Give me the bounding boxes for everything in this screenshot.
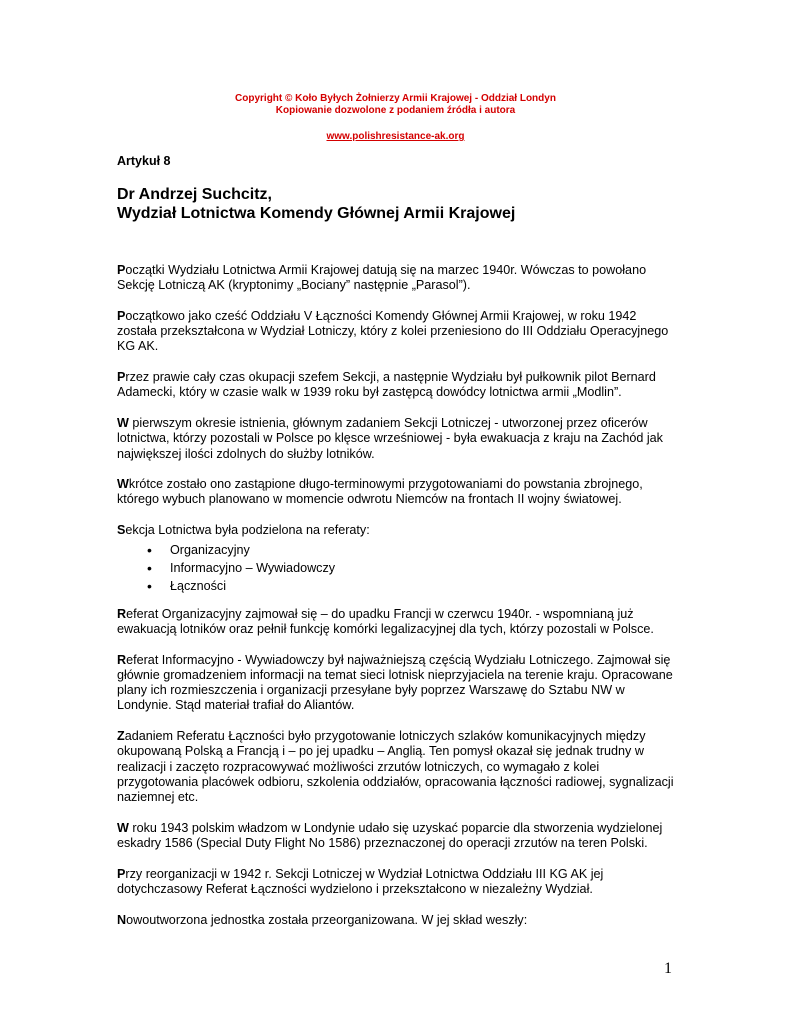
paragraph bbox=[117, 309, 677, 355]
paragraph-text: rzez prawie cały czas okupacji szefem Sekcji, a następnie Wydziału był pułkownik pilot Bernard Adamecki, który w czasie walk w 1939 roku był zastępcą dowódcy lotnictwa armii „Modlin”. bbox=[117, 370, 656, 400]
paragraph-initial: S bbox=[117, 523, 126, 538]
paragraph bbox=[117, 729, 677, 805]
paragraph-text: eferat Informacyjno - Wywiadowczy był najważniejszą częścią Wydziału Lotniczego. Zajmował się głównie gromadzeniem informacji na temat sieci lotnisk nieprzyjaciela na terenie kraju. Opracowane plany ich rozmieszczenia i organizacji przesyłane były poprzez Warszawę do Sztabu NW w Londynie. Stąd materiał trafiał do Aliantów. bbox=[117, 652, 673, 713]
paragraph-text: rzy reorganizacji w 1942 r. Sekcji Lotniczej w Wydział Lotnictwa Oddziału III KG AK jej dotychczasowy Referat Łączności wydzielono i przekształcono w niezależny Wydział. bbox=[117, 866, 604, 896]
list-item: • Łączności bbox=[147, 577, 677, 595]
paragraph-initial: P bbox=[117, 866, 126, 881]
paragraph bbox=[117, 607, 677, 638]
referat-list bbox=[117, 541, 677, 595]
paragraph-text: krótce zostało ono zastąpione długo-terminowymi przygotowaniami do powstania zbrojnego, którego wybuch planowano w momencie odwrotu Niemców na frontach II wojny światowej. bbox=[117, 477, 643, 507]
paragraph-text: ekcja Lotnictwa była podzielona na referaty: bbox=[125, 523, 370, 538]
article-body bbox=[117, 263, 677, 943]
paragraph-initial: P bbox=[117, 370, 126, 385]
title-author: Dr Andrzej Suchcitz, bbox=[117, 186, 272, 203]
paragraph-text: adaniem Referatu Łączności było przygotowanie lotniczych szlaków komunikacyjnych między okupowaną Polską a Francją i – po jej upadku – Anglią. Ten pomysł okazał się jednak trudny w realizacji i zaczęto rozpracowywać możliwości zrzutów lotniczych, co wymagało z kolei przygotowania placówek odbioru, szkolenia oddziałów, opracowania łączności radiowej, sygnalizacji naziemnej etc. bbox=[117, 729, 674, 805]
copy-permission-line: Kopiowanie dozwolone z podaniem źródła i autora bbox=[275, 105, 516, 116]
paragraph bbox=[117, 913, 677, 928]
website-link[interactable]: www.polishresistance-ak.org bbox=[326, 131, 465, 142]
title-subject: Wydział Lotnictwa Komendy Głównej Armii Krajowej bbox=[117, 205, 516, 222]
paragraph-text: eferat Organizacyjny zajmował się – do upadku Francji w czerwcu 1940r. - wspomnianą już ewakuacją lotników oraz pełnił funkcję komórki legalizacyjnej dla tych, którzy pozostali w Polsce. bbox=[117, 606, 654, 636]
paragraph-text: pierwszym okresie istnienia, głównym zadaniem Sekcji Lotniczej - utworzonej przez oficerów lotnictwa, którzy pozostali w Polsce po klęsce wrześniowej - była ewakuacja z kraju na Zachód jak największej ilości zdolnych do służby lotników. bbox=[117, 415, 663, 461]
paragraph-initial: N bbox=[117, 912, 127, 927]
paragraph-initial: R bbox=[117, 652, 127, 667]
paragraph bbox=[117, 416, 677, 462]
paragraph-initial: R bbox=[117, 606, 127, 621]
paragraph-text: roku 1943 polskim władzom w Londynie udało się uzyskać poparcie dla stworzenia wydzielonej eskadry 1586 (Special Duty Flight No 1586) przeznaczonej do operacji zrzutów na teren Polski. bbox=[117, 820, 663, 851]
page-number: 1 bbox=[664, 960, 672, 977]
list-item: • Informacyjno – Wywiadowczy bbox=[147, 559, 677, 577]
paragraph bbox=[117, 523, 677, 538]
paragraph-initial: Z bbox=[117, 729, 125, 744]
copyright-header bbox=[0, 93, 791, 143]
paragraph bbox=[117, 821, 677, 852]
article-label: Artykuł 8 bbox=[117, 154, 171, 168]
paragraph-text: owoutworzona jednostka została przeorganizowana. W jej skład weszły: bbox=[126, 912, 528, 927]
paragraph bbox=[117, 867, 677, 898]
paragraph bbox=[117, 263, 677, 294]
paragraph-initial: P bbox=[117, 263, 126, 277]
paragraph-text: oczątkowo jako cześć Oddziału V Łączności Komendy Głównej Armii Krajowej, w roku 1942 została przekształcona w Wydział Lotniczy, który z kolei przeniesiono do III Oddziału Operacyjnego KG AK. bbox=[117, 308, 669, 354]
paragraph-initial: W bbox=[117, 415, 129, 430]
paragraph bbox=[117, 477, 677, 508]
paragraph-initial: W bbox=[117, 820, 129, 835]
copyright-line: Copyright © Koło Byłych Żołnierzy Armii Krajowej - Oddział Londyn bbox=[235, 93, 556, 104]
paragraph bbox=[117, 653, 677, 714]
page-title bbox=[117, 185, 515, 223]
paragraph-initial: W bbox=[117, 477, 129, 492]
paragraph-text: oczątki Wydziału Lotnictwa Armii Krajowej datują się na marzec 1940r. Wówczas to powołano Sekcję Lotniczą AK (kryptonimy „Bociany” następnie „Parasol”). bbox=[117, 263, 647, 293]
paragraph bbox=[117, 370, 677, 401]
list-item: • Organizacyjny bbox=[147, 541, 677, 559]
paragraph-initial: P bbox=[117, 308, 126, 323]
